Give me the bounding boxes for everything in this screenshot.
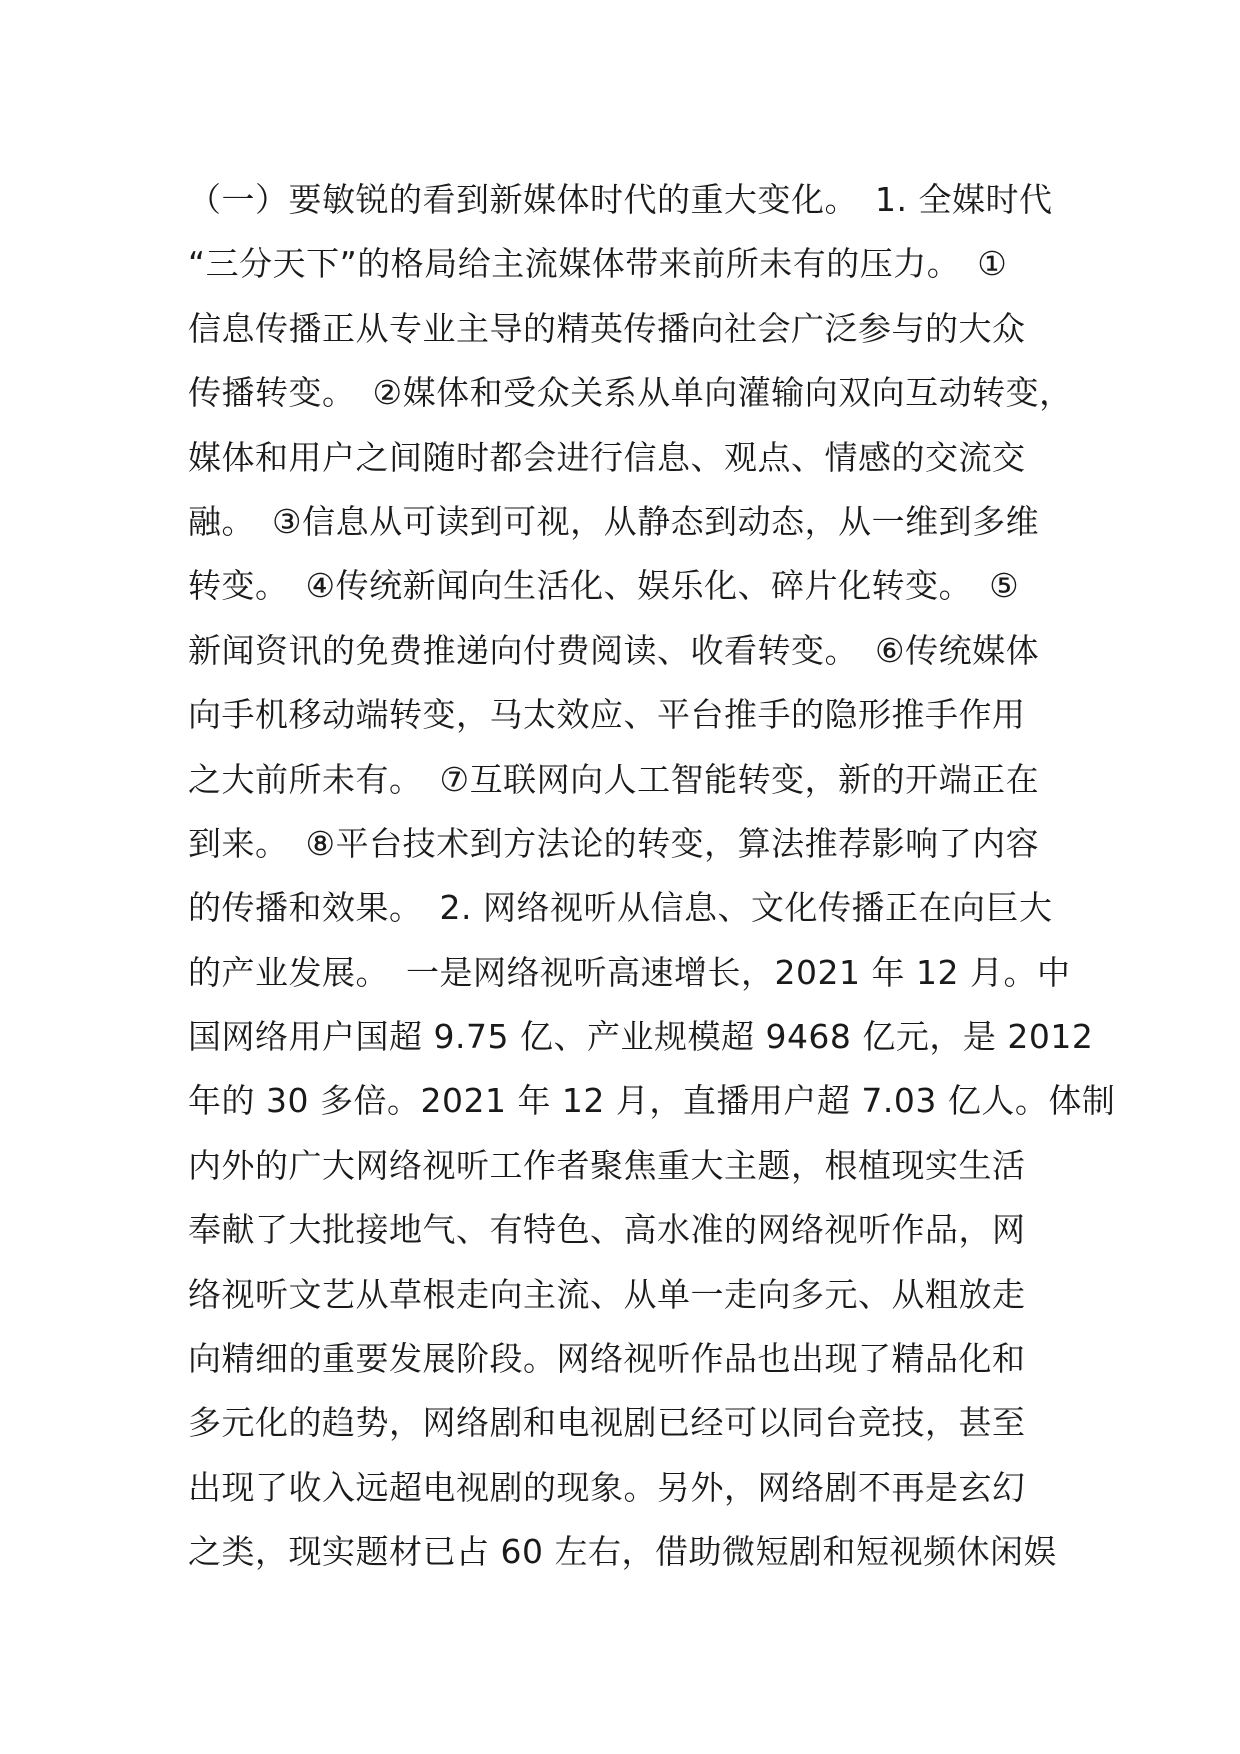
text-line: 的产业发展。 一是网络视听高速增长，2021 年 12 月。中	[188, 952, 1071, 992]
text-line: （一）要敏锐的看到新媒体时代的重大变化。 1. 全媒时代	[188, 180, 1053, 219]
text-line: 络视听文艺从草根走向主流、从单一走向多元、从粗放走	[188, 1274, 1026, 1314]
text-line: 的传播和效果。 2. 网络视听从信息、文化传播正在向巨大	[188, 888, 1053, 928]
text-line: 转变。 ④传统新闻向生活化、娱乐化、碎片化转变。 ⑤	[188, 566, 1020, 606]
text-line: 媒体和用户之间随时都会进行信息、观点、情感的交流交	[188, 437, 1026, 477]
text-line: 信息传播正从专业主导的精英传播向社会广泛参与的大众	[188, 308, 1026, 348]
text-line: 出现了收入远超电视剧的现象。另外，网络剧不再是玄幻	[188, 1467, 1026, 1507]
text-line: “三分天下”的格局给主流媒体带来前所未有的压力。 ①	[188, 244, 1008, 284]
body-text	[188, 168, 1116, 1585]
text-line: 奉献了大批接地气、有特色、高水准的网络视听作品，网	[188, 1210, 1026, 1250]
text-line: 之大前所未有。 ⑦互联网向人工智能转变，新的开端正在	[188, 759, 1040, 799]
text-line: 传播转变。 ②媒体和受众关系从单向灌输向双向互动转变，	[188, 373, 1073, 413]
text-line: 向手机移动端转变，马太效应、平台推手的隐形推手作用	[188, 695, 1026, 735]
text-line: 国网络用户国超 9.75 亿、产业规模超 9468 亿元，是 2012	[188, 1017, 1094, 1057]
text-line: 到来。 ⑧平台技术到方法论的转变，算法推荐影响了内容	[188, 823, 1040, 863]
text-line: 多元化的趋势，网络剧和电视剧已经可以同台竞技，甚至	[188, 1403, 1026, 1443]
text-line: 年的 30 多倍。2021 年 12 月，直播用户超 7.03 亿人。体制	[188, 1081, 1116, 1121]
text-line: 内外的广大网络视听工作者聚焦重大主题，根植现实生活	[188, 1145, 1026, 1185]
text-line: 新闻资讯的免费推递向付费阅读、收看转变。 ⑥传统媒体	[188, 630, 1040, 670]
text-line: 之类，现实题材已占 60 左右，借助微短剧和短视频休闲娱	[188, 1532, 1057, 1572]
text-line: 融。 ③信息从可读到可视，从静态到动态，从一维到多维	[188, 501, 1040, 541]
text-line: 向精细的重要发展阶段。网络视听作品也出现了精品化和	[188, 1339, 1026, 1379]
